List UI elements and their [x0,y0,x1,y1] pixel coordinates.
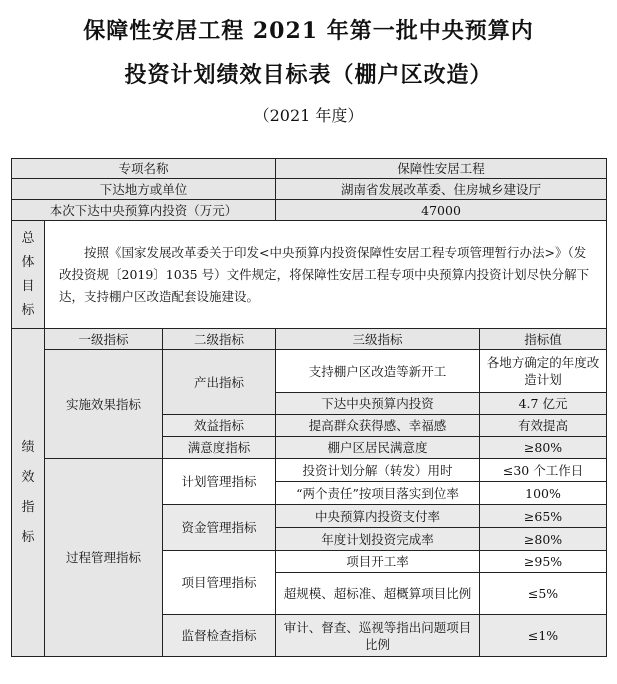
indicator-value: 各地方确定的年度改造计划 [480,350,607,393]
indicator-value: ≥95% [480,551,607,573]
indicator-row: “两个责任”按项目落实到位率 [276,482,480,505]
document-title-line1: 保障性安居工程 2021 年第一批中央预算内 [83,18,534,44]
indicator-row: 超规模、超标准、超概算项目比例 [276,573,480,615]
indicator-value: ≥65% [480,505,607,528]
level1-process: 过程管理指标 [45,459,163,657]
project-name-label: 专项名称 [12,159,276,179]
indicator-value: 100% [480,482,607,505]
indicator-row: 提高群众获得感、幸福感 [276,415,480,437]
level2-supervision: 监督检查指标 [163,615,276,657]
overall-goal-text: 按照《国家发展改革委关于印发<中央预算内投资保障性安居工程专项管理暂行办法>》（发改投资规〔2019〕1035 号）文件规定，将保障性安居工程专项中央预算内投资计划尽快分解下达，支持棚户区改造配套设施建设。 [45,221,607,329]
indicator-row: 中央预算内投资支付率 [276,505,480,528]
indicator-row: 审计、督查、巡视等指出问题项目比例 [276,615,480,657]
indicator-value: 4.7 亿元 [480,393,607,415]
indicator-row: 投资计划分解（转发）用时 [276,459,480,482]
indicator-row: 支持棚户区改造等新开工 [276,350,480,393]
project-name-value: 保障性安居工程 [276,159,607,179]
indicator-value: ≤5% [480,573,607,615]
indicator-row: 项目开工率 [276,551,480,573]
indicator-row: 年度计划投资完成率 [276,528,480,551]
amount-value: 47000 [276,200,607,221]
performance-target-table [11,158,607,657]
level2-satisfaction: 满意度指标 [163,437,276,459]
unit-label: 下达地方或单位 [12,179,276,200]
level2-funds: 资金管理指标 [163,505,276,551]
header-level1: 一级指标 [45,329,163,350]
indicator-value: ≥80% [480,528,607,551]
header-value: 指标值 [480,329,607,350]
overall-goal-label: 总 体 目 标 [12,221,45,329]
performance-indicators-label: 绩 效 指 标 [12,329,45,657]
indicator-value: 有效提高 [480,415,607,437]
document-year: （2021 年度） [253,106,364,125]
level1-implementation: 实施效果指标 [45,350,163,459]
indicator-value: ≥80% [480,437,607,459]
level2-plan: 计划管理指标 [163,459,276,505]
header-level2: 二级指标 [163,329,276,350]
level2-output: 产出指标 [163,350,276,415]
indicator-row: 棚户区居民满意度 [276,437,480,459]
level2-benefit: 效益指标 [163,415,276,437]
indicator-value: ≤30 个工作日 [480,459,607,482]
level2-project: 项目管理指标 [163,551,276,615]
indicator-value: ≤1% [480,615,607,657]
amount-label: 本次下达中央预算内投资（万元） [12,200,276,221]
unit-value: 湖南省发展改革委、住房城乡建设厅 [276,179,607,200]
indicator-row: 下达中央预算内投资 [276,393,480,415]
header-level3: 三级指标 [276,329,480,350]
document-title-line2: 投资计划绩效目标表（棚户区改造） [124,62,493,88]
